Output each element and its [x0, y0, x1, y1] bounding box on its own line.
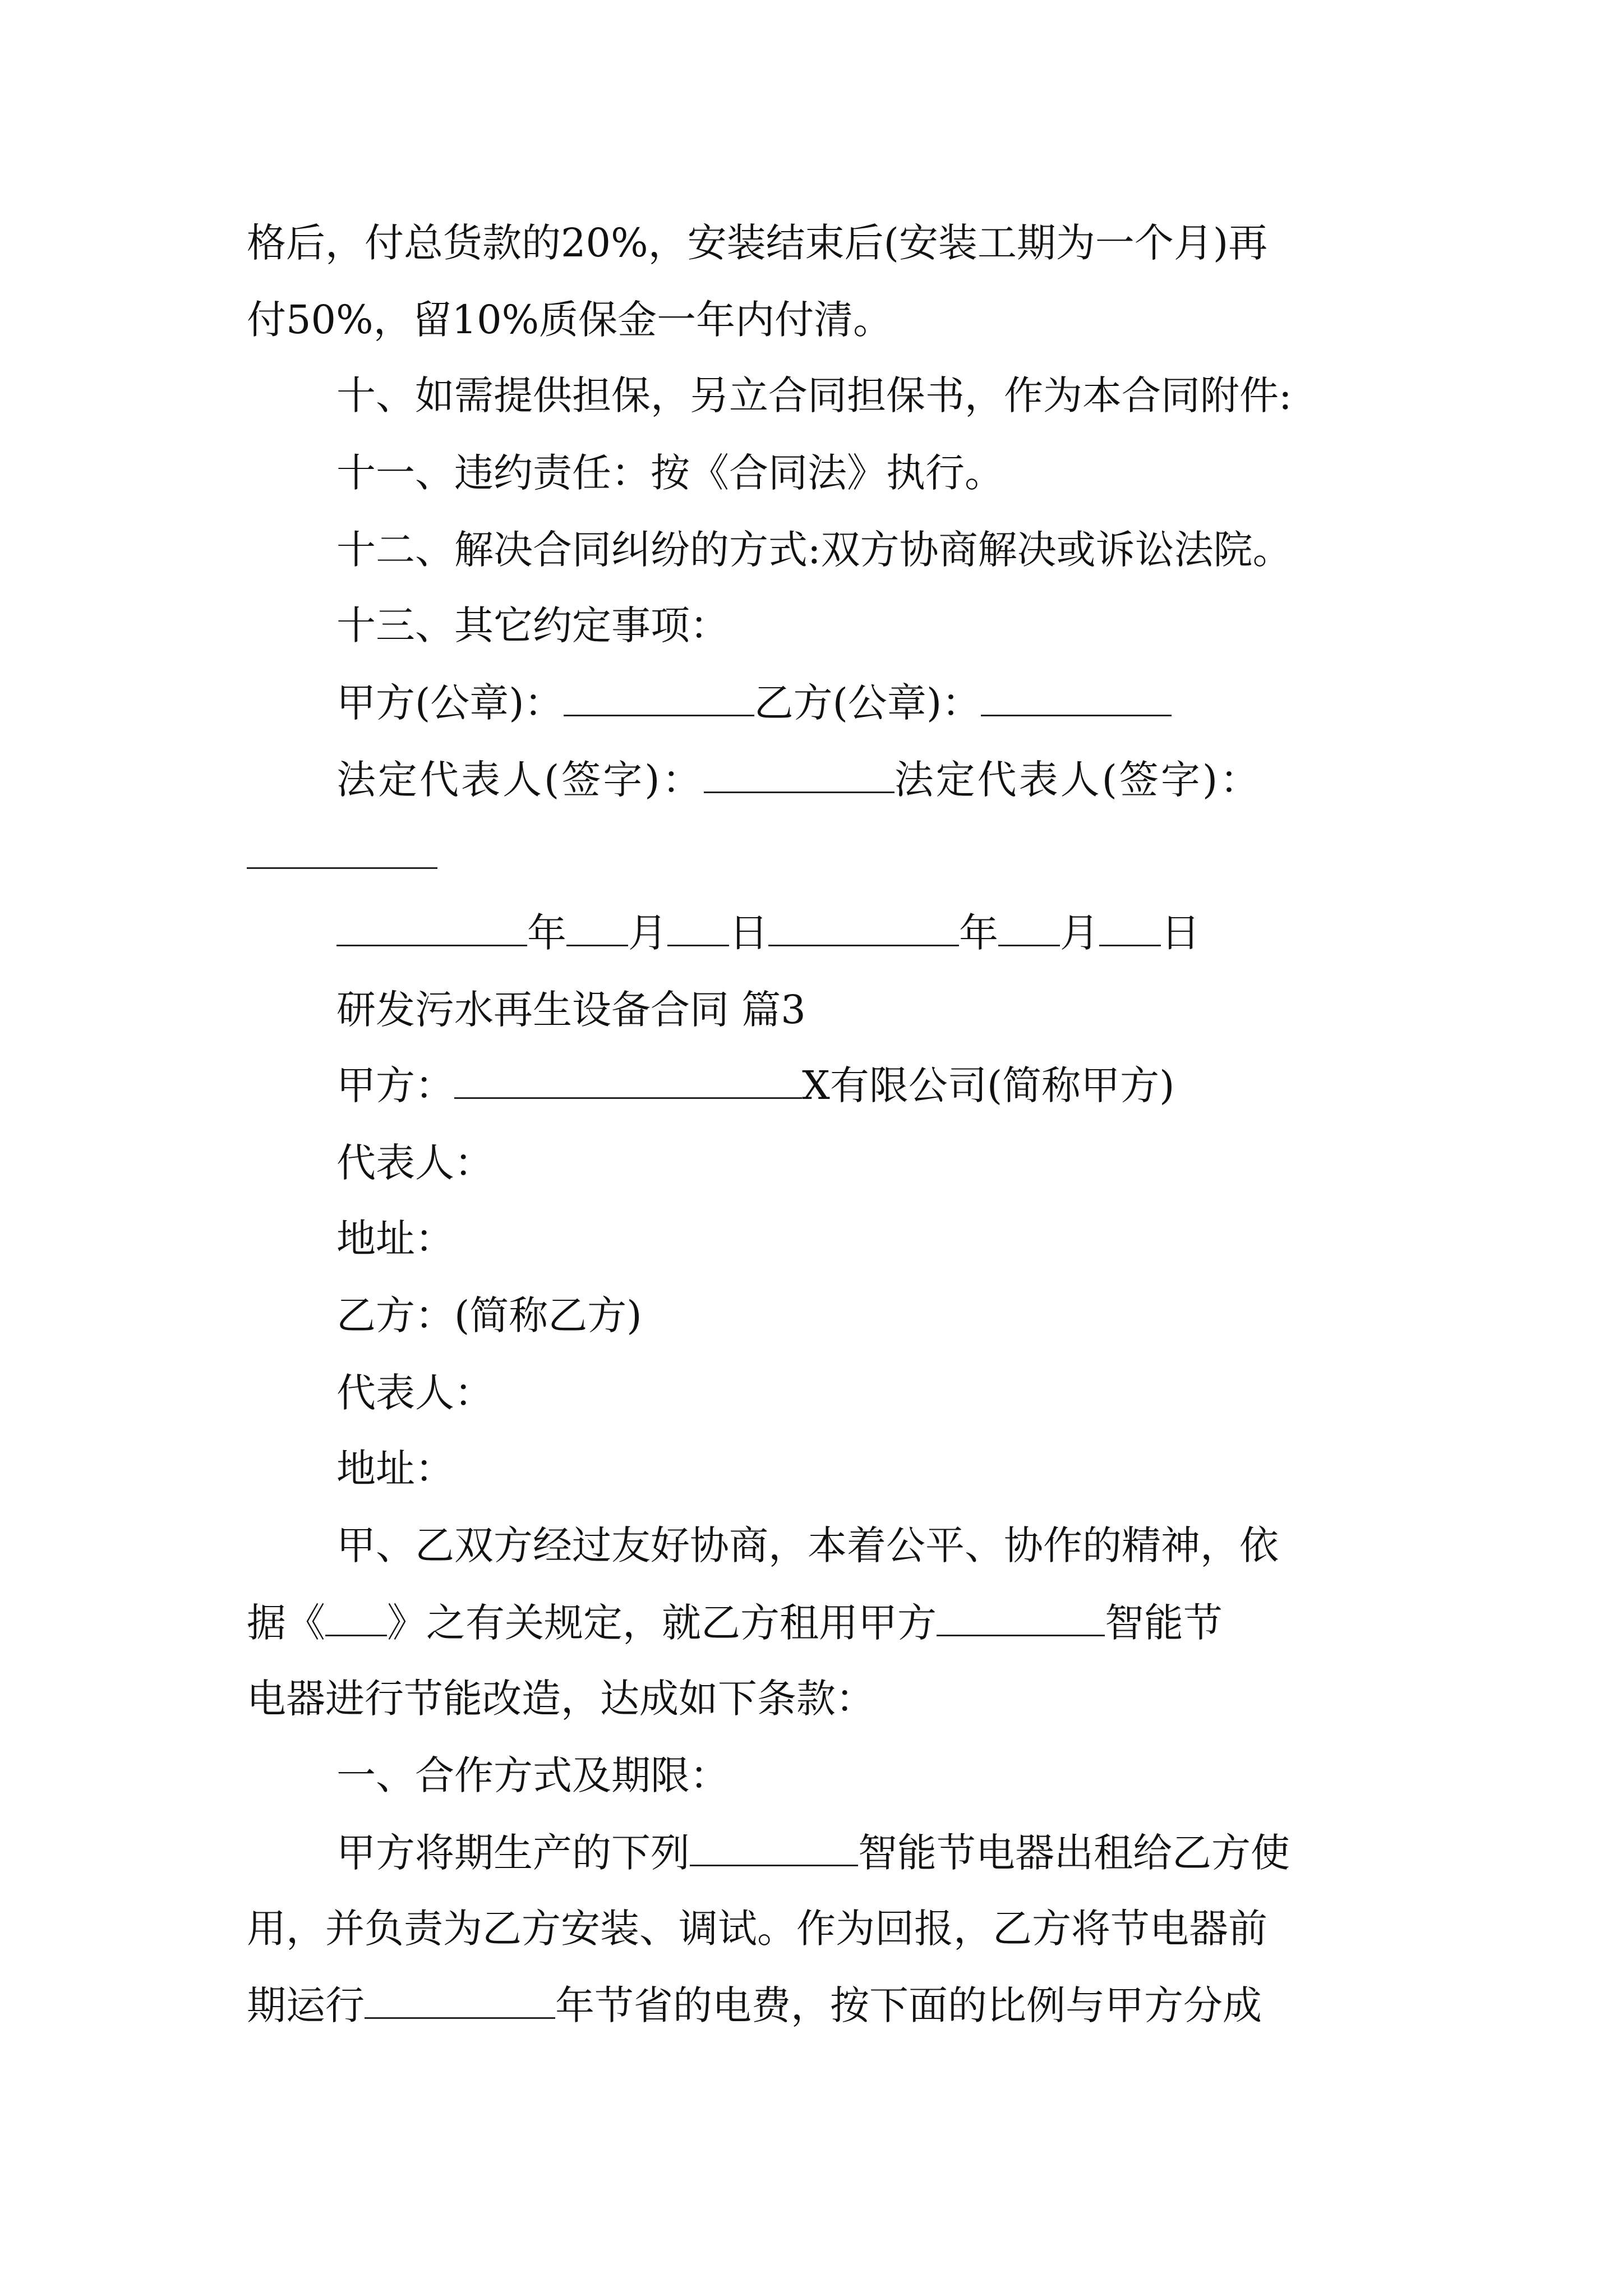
basis-suffix: 智能节 — [1105, 1600, 1223, 1646]
party-a-rep-blank — [704, 757, 895, 793]
device-blank — [937, 1600, 1105, 1636]
rent-line — [336, 1828, 1290, 1878]
month-blank-a — [566, 910, 628, 946]
month-label: 月 — [628, 910, 667, 956]
month-label: 月 — [1060, 910, 1099, 956]
text-line: 十、如需提供担保，另立合同担保书，作为本合同附件: — [336, 372, 1292, 418]
year-label: 年 — [959, 910, 998, 956]
signature-line — [247, 830, 437, 881]
day-label: 日 — [1161, 910, 1200, 956]
year-label: 年 — [527, 910, 566, 956]
text-line: 乙方：(简称乙方) — [336, 1292, 642, 1338]
date-line — [336, 908, 1200, 958]
rent-suffix: 智能节电器出租给乙方使 — [858, 1830, 1290, 1876]
text-line: 十一、违约责任：按《合同法》执行。 — [336, 450, 1004, 496]
text-line: 地址： — [336, 1446, 454, 1492]
party-b-rep-label: 法定代表人(签字)： — [894, 757, 1262, 803]
rent-prefix: 甲方将期生产的下列 — [336, 1830, 690, 1876]
basis-middle: 》之有关规定，就乙方租用甲方 — [387, 1600, 937, 1646]
basis-prefix: 据《 — [247, 1600, 325, 1646]
party-b-rep-blank — [247, 832, 437, 869]
party-a-name-blank — [454, 1062, 802, 1099]
model-blank — [690, 1830, 858, 1866]
party-b-seal-label: 乙方(公章)： — [754, 680, 981, 726]
share-line — [247, 1980, 1262, 2031]
law-name-blank — [325, 1600, 387, 1636]
years-blank — [365, 1982, 555, 2019]
text-line: 一、合作方式及期限： — [336, 1752, 729, 1798]
day-label: 日 — [729, 910, 768, 956]
party-b-seal-blank — [981, 680, 1172, 716]
text-line: 代表人： — [336, 1370, 494, 1416]
representative-line — [336, 754, 1261, 805]
party-a-line — [336, 1060, 1174, 1111]
month-blank-b — [998, 910, 1060, 946]
text-line: 地址： — [336, 1216, 454, 1262]
text-line: 电器进行节能改造，达成如下条款： — [247, 1676, 875, 1722]
text-line: 十三、其它约定事项： — [336, 602, 729, 648]
seal-line — [336, 678, 1172, 728]
party-a-suffix: X有限公司(简称甲方) — [802, 1062, 1175, 1108]
text-line: 用，并负责为乙方安装、调试。作为回报，乙方将节电器前 — [247, 1906, 1267, 1952]
share-suffix: 年节省的电费，按下面的比例与甲方分成 — [555, 1982, 1262, 2028]
day-blank-a — [667, 910, 729, 946]
text-line: 甲、乙双方经过友好协商，本着公平、协作的精神，依 — [336, 1522, 1279, 1568]
text-line: 付50%，留10%质保金一年内付清。 — [247, 297, 893, 343]
share-prefix: 期运行 — [247, 1982, 365, 2028]
basis-line — [247, 1598, 1223, 1648]
text-line: 十二、解决合同纠纷的方式:双方协商解决或诉讼法院。 — [336, 527, 1292, 573]
party-a-rep-label: 法定代表人(签字)： — [336, 757, 704, 803]
party-a-seal-label: 甲方(公章)： — [336, 680, 564, 726]
party-a-label: 甲方： — [336, 1062, 454, 1108]
day-blank-b — [1099, 910, 1161, 946]
text-line: 格后，付总货款的20%，安装结束后(安装工期为一个月)再 — [247, 220, 1268, 266]
year-blank-a — [336, 910, 527, 946]
party-a-seal-blank — [564, 680, 754, 716]
section-title: 研发污水再生设备合同 篇3 — [336, 987, 806, 1033]
text-line: 代表人： — [336, 1140, 494, 1186]
year-blank-b — [768, 910, 959, 946]
